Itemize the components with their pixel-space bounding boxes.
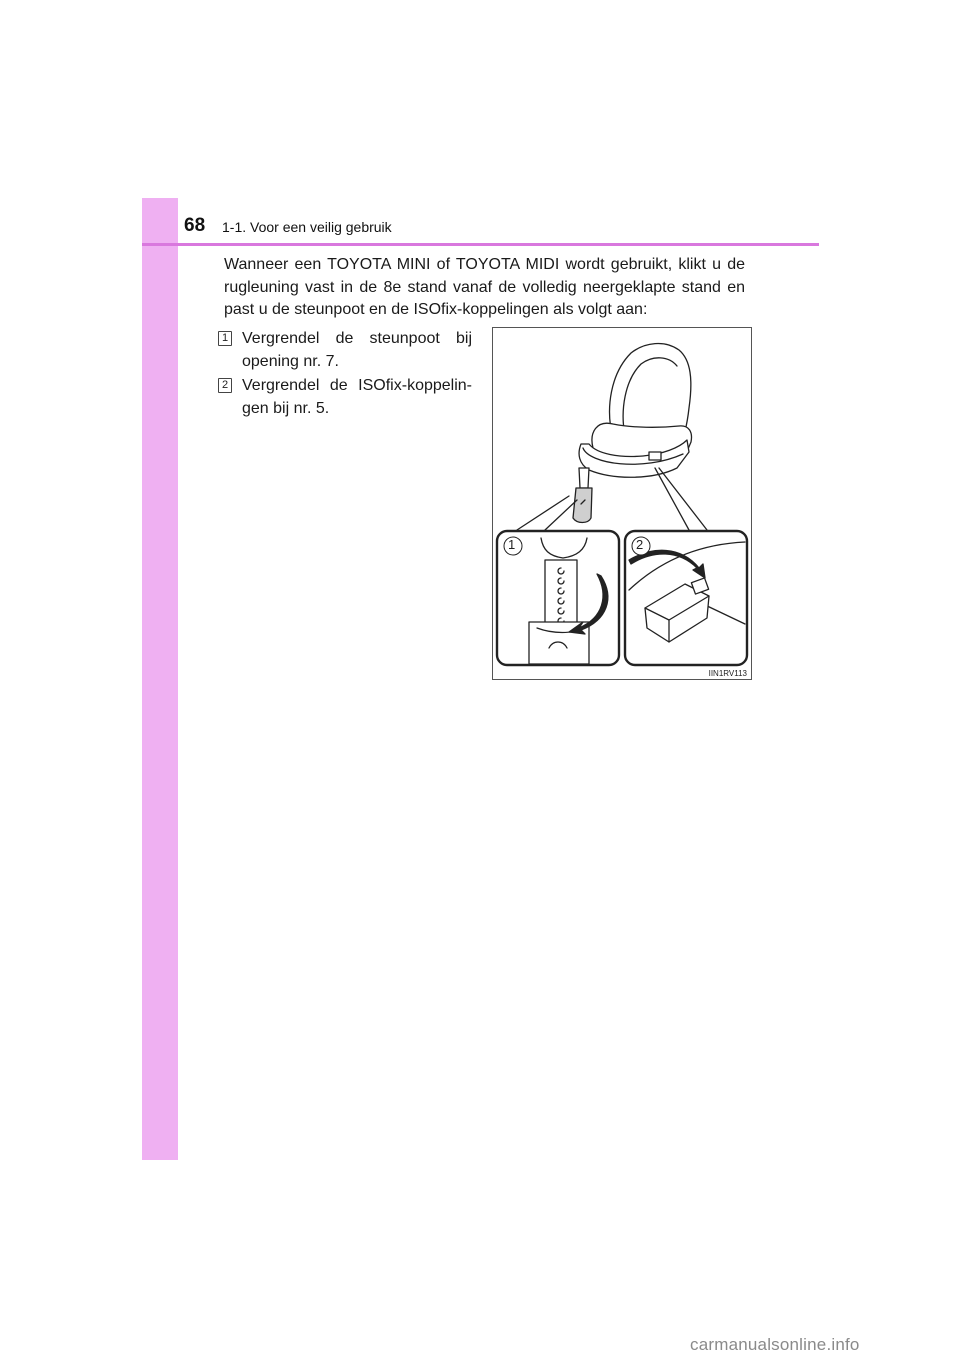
- child-seat-drawing: [493, 328, 751, 679]
- section-title: 1-1. Voor een veilig gebruik: [222, 219, 392, 235]
- step-2: [218, 375, 472, 420]
- leader-line-2: [655, 468, 689, 530]
- header-rule: [142, 243, 819, 246]
- step-text-line2: gen bij nr. 5.: [242, 399, 330, 417]
- intro-paragraph: Wanneer een TOYOTA MINI of TOYOTA MIDI wordt gebruikt, klikt u de rugleuning vast in de 8e stand vanaf de volledig neergeklapte stand en past u de steunpoot en de ISOfix-koppelingen als volgt aan:: [224, 256, 745, 318]
- leader-line-1: [545, 500, 577, 530]
- figure-code: IIN1RV113: [708, 669, 747, 678]
- child-seat-illustration: [492, 327, 752, 680]
- sidebar-tab: [142, 198, 178, 1160]
- callout-1: 1: [508, 537, 516, 552]
- step-1: [218, 328, 472, 373]
- support-leg-upper: [579, 468, 589, 488]
- step-number: 2: [218, 378, 232, 393]
- callout-2: 2: [636, 537, 644, 552]
- isofix-latch: [649, 452, 661, 460]
- support-leg-lower: [573, 488, 592, 523]
- leader-line-2b: [659, 468, 707, 530]
- watermark: carmanualsonline.info: [690, 1335, 860, 1354]
- step-text-line2: opening nr. 7.: [242, 352, 339, 370]
- step-text-line1: Vergrendel de steunpoot bij: [242, 330, 472, 347]
- leader-line-1b: [517, 496, 569, 530]
- step-text-line1: Vergrendel de ISOfix-koppelin-: [242, 377, 472, 394]
- page-number: 68: [184, 215, 206, 236]
- step-number: 1: [218, 331, 232, 346]
